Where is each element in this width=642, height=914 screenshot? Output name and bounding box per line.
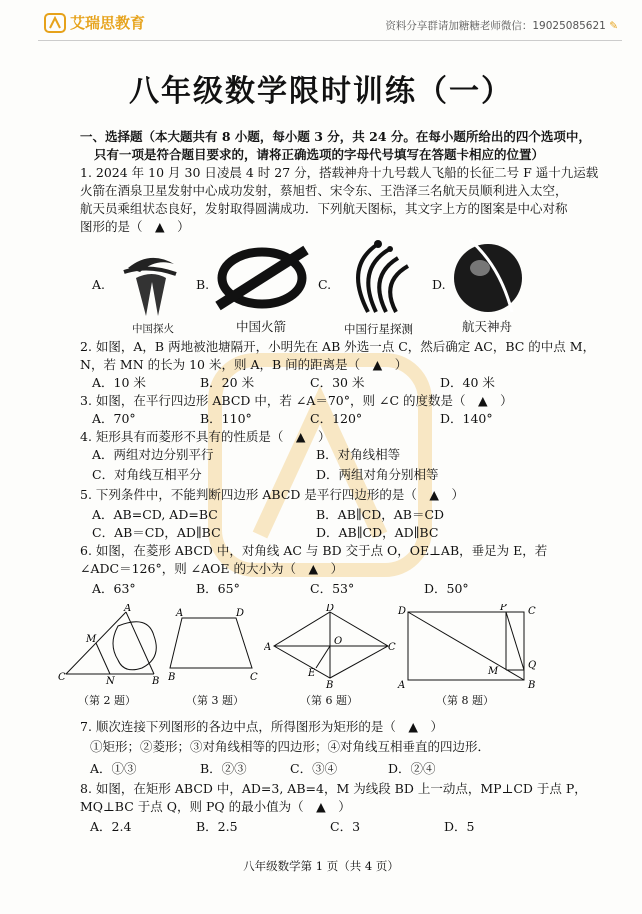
q3-option-a: A．70° <box>92 411 136 426</box>
contact-info <box>385 18 618 33</box>
china-rocket-logo-icon <box>214 240 310 316</box>
pencil-icon: ✎ <box>609 20 618 32</box>
fig2-caption: （第 2 题） <box>78 694 136 707</box>
q8-option-c: C．3 <box>330 819 361 834</box>
fig2-label-c: C <box>58 672 66 683</box>
q5-line-1: 5. 下列条件中，不能判断四边形 ABCD 是平行四边形的是（ ▲ ） <box>80 487 464 502</box>
fig8-line-pq <box>506 612 524 670</box>
figure-6 <box>264 604 396 688</box>
shenzhou-logo-icon <box>450 236 526 316</box>
q3-option-d: D．140° <box>440 411 493 426</box>
q1-line-2: 火箭在酒泉卫星发射中心成功发射，蔡旭哲、宋令东、王浩泽三名航天员顺利进入太空， <box>80 183 568 198</box>
q3-line-1: 3. 如图，在平行四边形 ABCD 中，若 ∠A＝70°，则 ∠C 的度数是（ ▲ ） <box>80 393 513 408</box>
brand-name: 艾瑞思教育 <box>70 14 146 32</box>
fig6-label-o: O <box>334 636 343 647</box>
q5-option-a: A．AB=CD, AD=BC <box>92 507 218 522</box>
q5-option-d: D．AB∥CD，AD∥BC <box>316 525 439 540</box>
q1-caption-c: 中国行星探测 <box>344 322 413 336</box>
q1-line-1: 1. 2024 年 10 月 30 日凌晨 4 时 27 分，搭载神舟十九号载人飞船的长征二号 F 遥十九运载 <box>80 165 599 180</box>
q4-option-c: C．对角线互相平分 <box>92 467 202 482</box>
brand-logo-icon <box>44 13 66 33</box>
section-heading: 一、选择题（本大题共有 8 小题，每小题 3 分，共 24 分。在每小题所给出的四个选项中， <box>80 129 591 144</box>
q2-option-b: B．20 米 <box>200 375 255 390</box>
q2-option-d: D．40 米 <box>440 375 495 390</box>
fig6-rhombus <box>274 612 388 678</box>
fig3-label-b: B <box>168 672 176 683</box>
mars-explore-logo-icon <box>118 248 182 318</box>
fig6-caption: （第 6 题） <box>300 694 358 707</box>
header-divider <box>38 40 622 41</box>
figure-2 <box>58 604 168 686</box>
fig6-label-e: E <box>308 668 316 679</box>
figure-3 <box>168 606 264 684</box>
q1-caption-b: 中国火箭 <box>236 319 287 334</box>
fig2-label-b: B <box>152 676 160 686</box>
fig8-label-b: B <box>528 680 536 690</box>
q1-option-b: B. <box>196 277 210 292</box>
q8-option-d: D．5 <box>444 819 475 834</box>
fig2-label-n: N <box>106 676 115 686</box>
q8-option-a: A．2.4 <box>90 819 132 834</box>
q2-line-2: N，若 MN 的长为 10 米，则 A，B 间的距离是（ ▲ ） <box>80 357 408 372</box>
fig3-caption: （第 3 题） <box>186 694 244 707</box>
q7-option-c: C．③④ <box>290 761 338 776</box>
q4-option-b: B．对角线相等 <box>316 447 401 462</box>
fig8-caption: （第 8 题） <box>436 694 494 707</box>
fig6-label-a: A <box>264 642 272 653</box>
fig2-label-m: M <box>86 634 97 645</box>
q7-line-2: ①矩形；②菱形；③对角线相等的四边形；④对角线互相垂直的四边形． <box>90 739 491 754</box>
q4-option-d: D．两组对角分别相等 <box>316 467 439 482</box>
fig6-label-c: C <box>388 642 396 653</box>
q5-option-b: B．AB∥CD，AB＝CD <box>316 507 445 522</box>
q4-option-a: A．两组对边分别平行 <box>92 447 214 462</box>
fig8-label-a: A <box>398 680 406 690</box>
q4-line-1: 4. 矩形具有而菱形不具有的性质是（ ▲ ） <box>80 429 331 444</box>
fig8-label-q: Q <box>528 660 537 671</box>
fig6-line-oe <box>316 646 330 668</box>
q8-line-1: 8. 如图，在矩形 ABCD 中，AD=3, AB=4，M 为线段 BD 上一动点，MP⊥CD 于点 P， <box>80 781 587 796</box>
fig2-line-mn <box>96 643 110 674</box>
q7-option-b: B．②③ <box>200 761 247 776</box>
q2-option-c: C．30 米 <box>310 375 365 390</box>
fig2-label-a: A <box>124 604 132 614</box>
q6-option-c: C．53° <box>310 581 355 596</box>
q6-option-a: A．63° <box>92 581 136 596</box>
q1-caption-a: 中国探火 <box>132 323 174 335</box>
q1-line-4: 图形的是（ ▲ ） <box>80 219 190 234</box>
q8-line-2: MQ⊥BC 于点 Q，则 PQ 的最小值为（ ▲ ） <box>80 799 351 814</box>
q1-caption-d: 航天神舟 <box>462 319 513 334</box>
fig8-label-p: P <box>500 604 507 613</box>
fig3-label-c: C <box>250 672 258 683</box>
fig3-label-a: A <box>176 608 184 619</box>
section-heading-2: 只有一项是符合题目要求的，请将正确选项的字母代号填写在答题卡相应的位置） <box>94 147 545 162</box>
q2-line-1: 2. 如图，A，B 两地被池塘隔开，小明先在 AB 外选一点 C，然后确定 AC，BC 的中点 M， <box>80 339 596 354</box>
q1-option-d: D. <box>432 277 446 292</box>
q7-option-d: D．②④ <box>388 761 436 776</box>
fig2-line-ab <box>126 612 154 674</box>
q3-option-b: B．110° <box>200 411 252 426</box>
q3-option-c: C．120° <box>310 411 363 426</box>
figure-8 <box>396 604 546 690</box>
q6-option-b: B．65° <box>196 581 240 596</box>
q7-line-1: 7. 顺次连接下列图形的各边中点，所得图形为矩形的是（ ▲ ） <box>80 719 444 734</box>
fig3-parallelogram <box>170 618 252 668</box>
q2-option-a: A．10 米 <box>92 375 146 390</box>
q6-option-d: D．50° <box>424 581 469 596</box>
page-title: 八年级数学限时训练（一） <box>129 74 513 109</box>
q6-line-2: ∠ADC＝126°，则 ∠AOE 的大小为（ ▲ ） <box>80 561 344 576</box>
q1-option-a: A. <box>92 277 106 292</box>
page-footer: 八年级数学第 1 页（共 4 页） <box>243 859 399 873</box>
fig8-label-c: C <box>528 606 536 617</box>
q7-option-a: A．①③ <box>90 761 137 776</box>
fig6-label-b: B <box>326 680 334 688</box>
q5-option-c: C．AB＝CD，AD∥BC <box>92 525 221 540</box>
fig6-label-d: D <box>326 604 335 614</box>
q1-line-3: 航天员乘组状态良好，发射取得圆满成功．下列航天图标，其文字上方的图案是中心对称 <box>80 201 568 216</box>
brand-logo <box>44 12 145 33</box>
contact-text: 资料分享群请加糖糖老师微信：19025085621 <box>385 20 606 32</box>
q6-line-1: 6. 如图，在菱形 ABCD 中，对角线 AC 与 BD 交于点 O，OE⊥AB，垂足为 E，若 <box>80 543 548 558</box>
q1-option-c: C. <box>318 277 332 292</box>
q8-option-b: B．2.5 <box>196 819 238 834</box>
planet-explore-logo-icon <box>338 236 420 320</box>
fig8-label-m: M <box>488 666 499 677</box>
fig3-label-d: D <box>236 608 245 619</box>
fig8-label-d: D <box>398 606 407 617</box>
page-header <box>0 0 642 44</box>
